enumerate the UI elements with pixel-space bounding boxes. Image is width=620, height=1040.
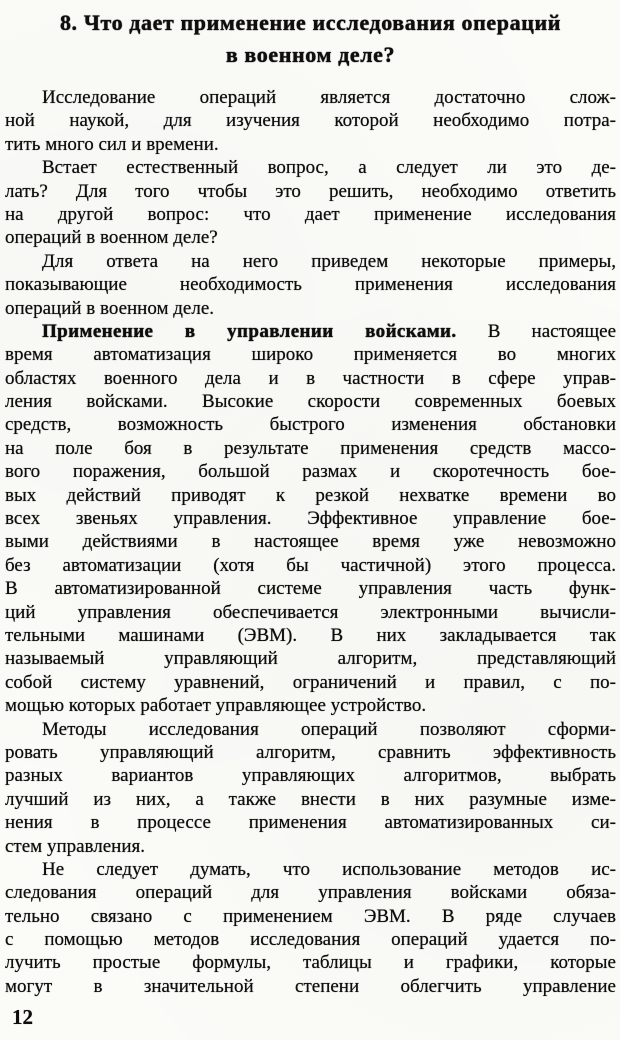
text-line: Методы исследования операций позволяют сформи- xyxy=(42,718,616,740)
text-line: Для ответа на него приведем некоторые примеры, xyxy=(42,250,616,272)
text-line: стем управления. xyxy=(5,835,146,857)
paragraph xyxy=(5,250,616,320)
text-line: разных вариантов управляющих алгоритмов, выбрать xyxy=(5,765,616,787)
text-line: В автоматизированной системе управления часть функ- xyxy=(5,578,616,600)
text-line: следования операций для управления войсками обяза- xyxy=(5,882,616,904)
text-line: ровать управляющий алгоритм, сравнить эффективность xyxy=(5,741,616,763)
paragraph xyxy=(5,86,616,156)
text-line: всех звеньях управления. Эффективное управление бое- xyxy=(5,508,616,530)
text-block xyxy=(5,86,616,998)
text-line: ления войсками. Высокие скорости современных боевых xyxy=(5,391,616,413)
text-line: Исследование операций является достаточно слож- xyxy=(42,87,616,108)
text-line: лучший из них, а также внести в них разумные изме- xyxy=(5,788,616,810)
paragraph xyxy=(5,718,616,858)
text-line: тельно связано с применением ЭВМ. В ряде случаев xyxy=(5,905,616,927)
text-line: операций в военном деле? xyxy=(5,227,218,249)
run-in-heading: Применение в управлении войсками. xyxy=(42,320,457,342)
section-heading xyxy=(5,7,616,71)
page-number: 12 xyxy=(12,1005,33,1030)
text-line: нения в процессе применения автоматизированных си- xyxy=(5,812,616,834)
text-line: областях военного дела и в частности в сфере управ- xyxy=(5,367,616,389)
text-line: мощью которых работает управляющее устройство. xyxy=(5,695,427,717)
text-line: лать? Для того чтобы это решить, необходимо ответить xyxy=(5,180,616,202)
text-line: средств, возможность быстрого изменения обстановки xyxy=(5,414,616,436)
paragraph xyxy=(5,156,616,250)
text-line: на поле боя в результате применения средств массо- xyxy=(5,437,616,459)
text-line: вых действий приводят к резкой нехватке времени во xyxy=(5,484,616,506)
text-line: выми действиями в настоящее время уже невозможно xyxy=(5,531,616,553)
section-heading-line-1: 8. Что дает применение исследования операций xyxy=(59,10,562,35)
section-heading-line-2: в военном деле? xyxy=(225,42,396,67)
text-line: тить много сил и времени. xyxy=(5,133,219,155)
text-line: с помощью методов исследования операций удается по- xyxy=(5,929,616,951)
text-line: лучить простые формулы, таблицы и графики, которые xyxy=(5,952,616,974)
text-line: могут в значительной степени облегчить управление xyxy=(5,975,616,997)
paragraph xyxy=(5,320,616,718)
text-line: тельными машинами (ЭВМ). В них закладывается так xyxy=(5,624,616,646)
text-line: вого поражения, большой размах и скоротечность бое- xyxy=(5,461,616,483)
text-line: ций управления обеспечивается электронными вычисли- xyxy=(5,601,616,623)
paragraph xyxy=(5,858,616,998)
text-line: Встает естественный вопрос, а следует ли это де- xyxy=(42,157,616,179)
text-line: ной наукой, для изучения которой необходимо потра- xyxy=(5,110,616,132)
text-line: Применение в управлении войсками. В настоящее xyxy=(42,320,616,342)
text-line: время автоматизация широко применяется во многих xyxy=(5,344,616,366)
text-line: называемый управляющий алгоритм, представляющий xyxy=(5,648,616,670)
text-line: без автоматизации (хотя бы частичной) этого процесса. xyxy=(5,554,616,576)
text-line: операций в военном деле. xyxy=(5,297,215,319)
text-line: Не следует думать, что использование методов ис- xyxy=(42,858,616,880)
text-line: показывающие необходимость применения исследования xyxy=(5,274,616,296)
text-line: собой систему уравнений, ограничений и правил, с по- xyxy=(5,671,616,693)
text-line: на другой вопрос: что дает применение исследования xyxy=(5,203,616,225)
